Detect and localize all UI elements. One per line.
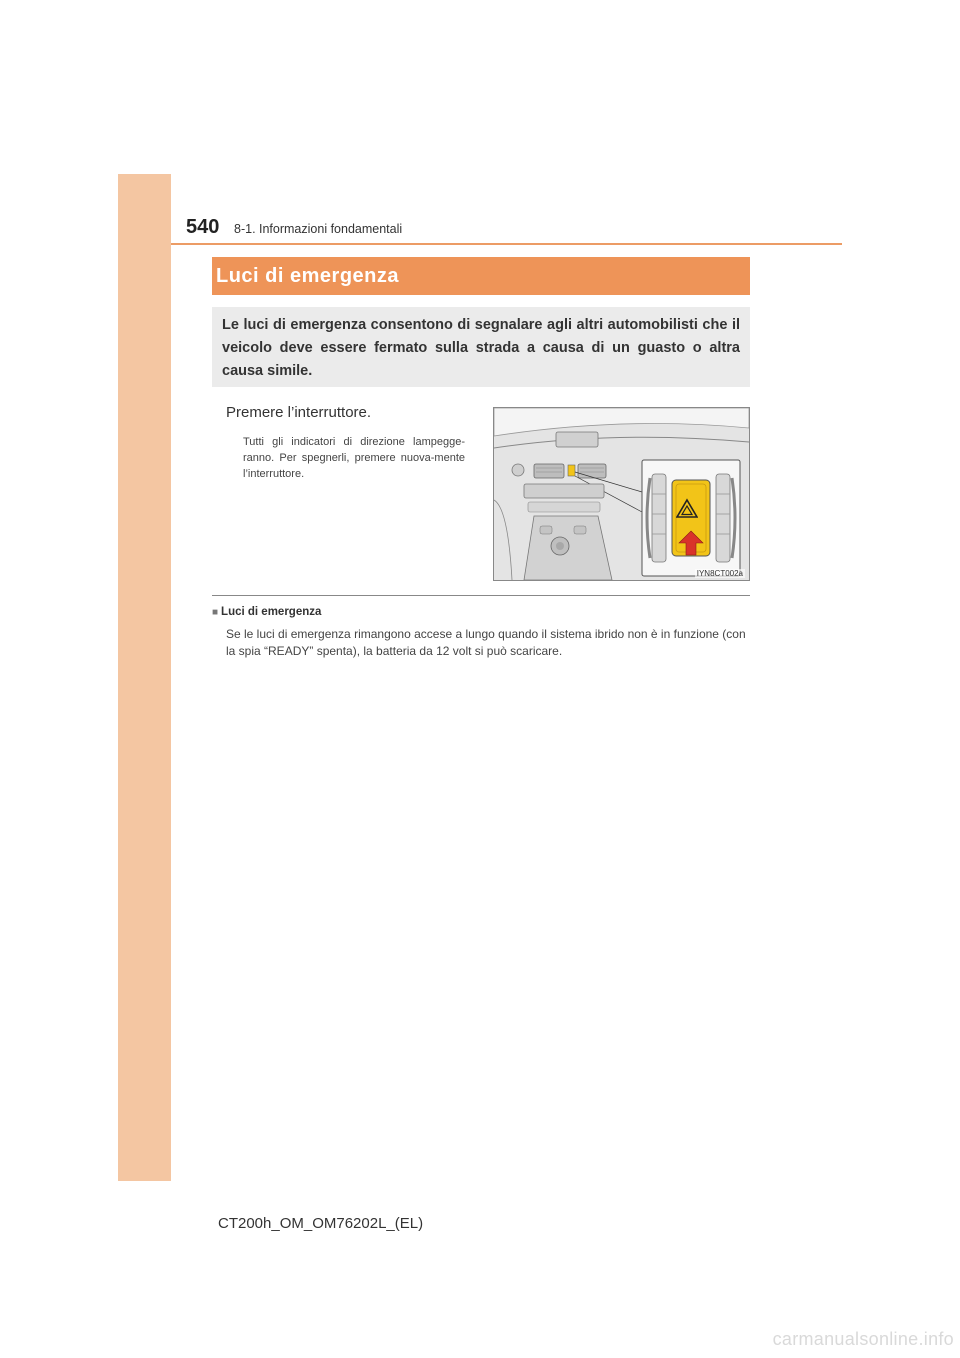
section-title-bar [212, 257, 750, 295]
intro-box [212, 307, 750, 387]
dashboard-illustration [493, 407, 750, 581]
note-text: Se le luci di emergenza rimangono accese a lungo quando il sistema ibrido non è in funzione (con la spia “READY” spenta), la batteria da 12 volt si può scaricare. [226, 627, 746, 658]
section-title: Luci di emergenza [216, 265, 399, 287]
intro-text: Le luci di emergenza consentono di segnalare agli altri automobilisti che il veicolo deve essere fermato sulla strada a causa di un guasto o altra causa simile. [222, 317, 740, 379]
chapter-side-band [118, 174, 171, 1181]
note-heading-text: Luci di emergenza [221, 606, 322, 618]
header-rule [171, 243, 842, 245]
dashboard-drawing [494, 408, 749, 580]
page-number: 540 [186, 216, 220, 238]
footer-document-id: CT200h_OM_OM76202L_(EL) [218, 1215, 424, 1232]
square-bullet-icon: ■ [212, 607, 219, 618]
press-arrow-icon [678, 530, 704, 556]
step-description: Tutti gli indicatori di direzione lampegge-ranno. Per spegnerli, premere nuova-mente l’interruttore. [243, 436, 465, 480]
section-rule [212, 595, 750, 596]
hazard-warning-icon [676, 498, 698, 520]
watermark: carmanualsonline.info [772, 1329, 954, 1349]
chapter-title: 8-1. Informazioni fondamentali [234, 222, 403, 236]
illustration-code: IYN8CT002a [696, 569, 743, 578]
note-heading [212, 606, 321, 618]
step-title: Premere l’interruttore. [226, 404, 372, 421]
